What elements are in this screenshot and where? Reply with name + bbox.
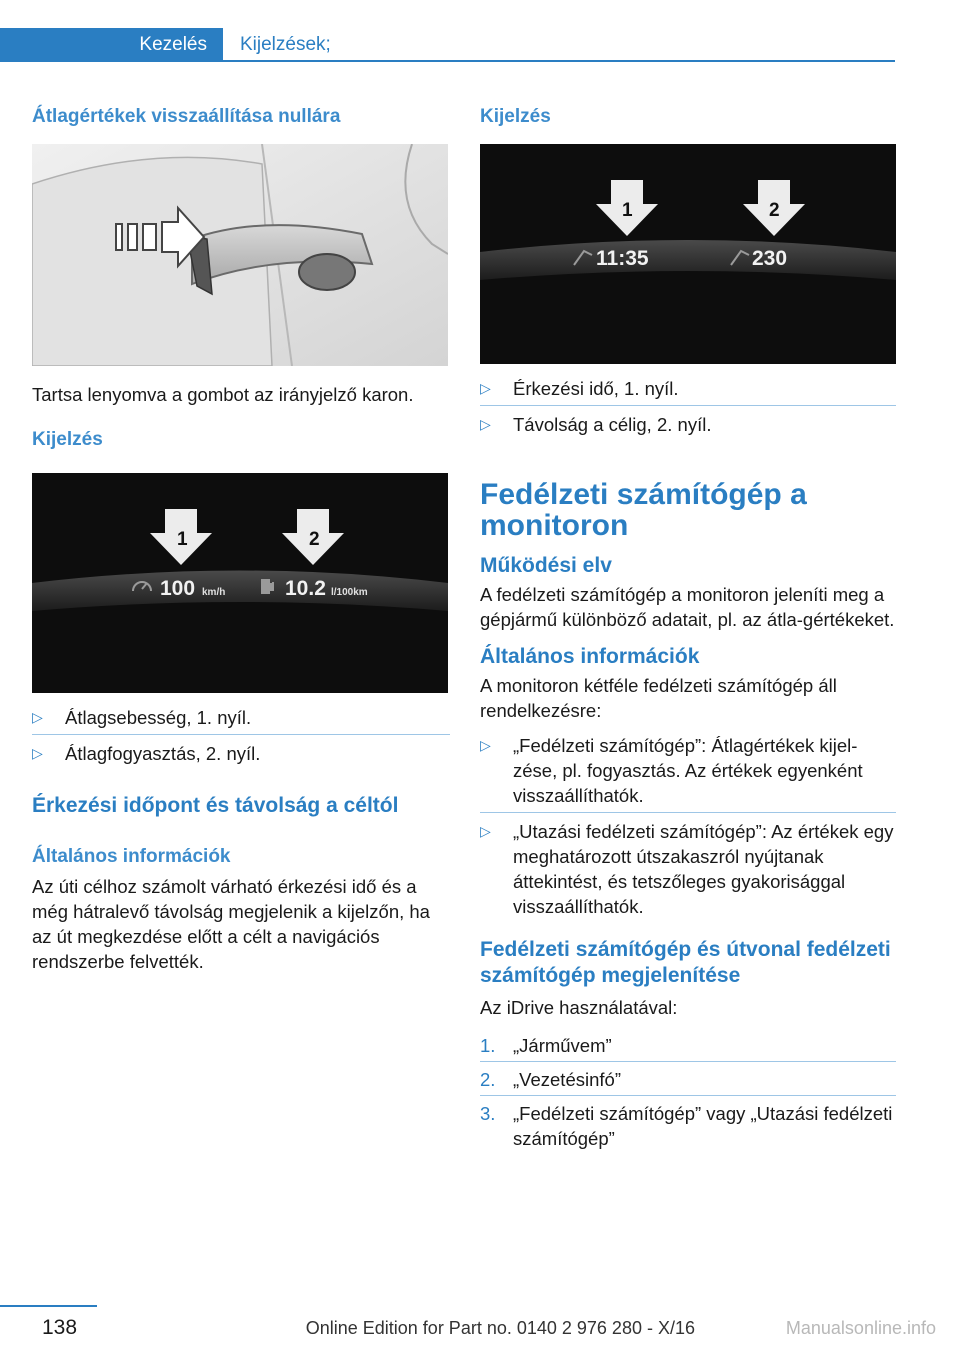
paragraph-two-computers: A monitoron kétféle fedélzeti számítógép áll rendelkezésre:	[480, 675, 837, 721]
list-idrive-steps	[480, 1028, 896, 1154]
heading-principle: Működési elv	[480, 554, 612, 577]
list-arrival-arrows	[480, 370, 896, 441]
triangle-bullet-icon: ▷	[480, 737, 491, 753]
triangle-bullet-icon: ▷	[480, 823, 491, 839]
heading-general-info-2: Általános információk	[480, 645, 700, 668]
list-average-arrows	[32, 699, 450, 770]
page-number: 138	[42, 1316, 78, 1339]
footer-rule	[0, 1305, 97, 1307]
triangle-bullet-icon: ▷	[480, 416, 491, 432]
avg-speed-unit: km/h	[202, 587, 226, 598]
heading-arrival-distance: Érkezési időpont és távolság a céltól	[32, 794, 399, 817]
figure-arrival-display	[480, 144, 896, 364]
triangle-bullet-icon: ▷	[32, 709, 43, 725]
heading-display-2: Kijelzés	[480, 106, 551, 127]
list-item: ▷ Átlagsebesség, 1. nyíl.	[32, 699, 450, 735]
list-item: ▷ Távolság a célig, 2. nyíl.	[480, 414, 712, 435]
footer-watermark: Manualsonline.info	[785, 1318, 936, 1338]
distance-to-destination-value: 230	[752, 247, 788, 270]
figure-indicator-lever	[32, 144, 448, 366]
arrow-1-label: 1	[177, 529, 188, 550]
figure-average-display	[32, 473, 448, 693]
avg-consumption-value: 10.2	[285, 577, 326, 600]
arrow-2-label: 2	[309, 529, 320, 550]
heading-display-1: Kijelzés	[32, 429, 103, 450]
arrow-2-label: 2	[769, 200, 780, 221]
section-tab-label: Kezelés	[139, 34, 207, 55]
list-item: 3. „Fedélzeti számítógép” vagy „Utazási fedélzeti számítógép”	[480, 1103, 893, 1149]
paragraph-arrival-info: Az úti célhoz számolt várható érkezési idő és a még hátralevő távolság megjelenik a kijelzőn, ha az út megkezdése előtt a célt a navigációs rendszerbe felvették.	[32, 876, 430, 972]
paragraph-principle: A fedélzeti számítógép a monitoron jeleníti meg a gépjármű különböző adatait, pl. az átla-gértékeket.	[480, 584, 895, 630]
right-column	[480, 104, 896, 1154]
list-item: ▷ Érkezési idő, 1. nyíl.	[480, 370, 896, 406]
list-item: 1. „Járművem”	[480, 1028, 896, 1062]
list-item: 2. „Vezetésinfó”	[480, 1062, 896, 1096]
heading-reset-averages: Átlagértékek visszaállítása nullára	[32, 106, 341, 127]
heading-monitor-computer: Fedélzeti számítógép a monitoron	[480, 478, 807, 542]
arrow-1-label: 1	[622, 200, 633, 221]
cluster-display-arrival	[480, 144, 896, 364]
triangle-bullet-icon: ▷	[32, 745, 43, 761]
heading-general-info-1: Általános információk	[32, 846, 231, 867]
step-number: 1.	[480, 1035, 496, 1056]
header-rule	[223, 60, 895, 62]
paragraph-press-button: Tartsa lenyomva a gombot az irányjelző karon.	[32, 384, 414, 405]
heading-show-computer: Fedélzeti számítógép és útvonal fedélzeti számítógép megjelenítése	[480, 938, 891, 987]
list-item: ▷ „Fedélzeti számítógép”: Átlagértékek kijel-zése, pl. fogyasztás. Az értékek egyenként visszaállíthatók.	[480, 727, 896, 813]
avg-consumption-unit: l/100km	[331, 587, 368, 598]
list-computer-types	[480, 727, 896, 923]
step-number: 3.	[480, 1103, 496, 1124]
arrival-time-value: 11:35	[596, 247, 649, 270]
triangle-bullet-icon: ▷	[480, 380, 491, 396]
page-header	[0, 28, 895, 62]
paragraph-idrive: Az iDrive használatával:	[480, 997, 678, 1018]
section-tab-subchapter: Kijelzések;	[240, 34, 331, 55]
avg-speed-value: 100	[160, 577, 196, 600]
left-column	[32, 104, 450, 974]
list-item: ▷ Átlagfogyasztás, 2. nyíl.	[32, 743, 261, 764]
step-number: 2.	[480, 1069, 496, 1090]
list-item: ▷ „Utazási fedélzeti számítógép”: Az értékek egy meghatározott útszakaszról nyújtanak áttekintést, és tetszőleges gyakorisággal visszaállíthatók.	[480, 821, 894, 917]
footer-edition: Online Edition for Part no. 0140 2 976 280 - X/16	[305, 1318, 695, 1338]
section-tab-active	[0, 28, 223, 62]
cluster-display-averages	[32, 473, 448, 693]
lever-illustration	[32, 144, 448, 366]
